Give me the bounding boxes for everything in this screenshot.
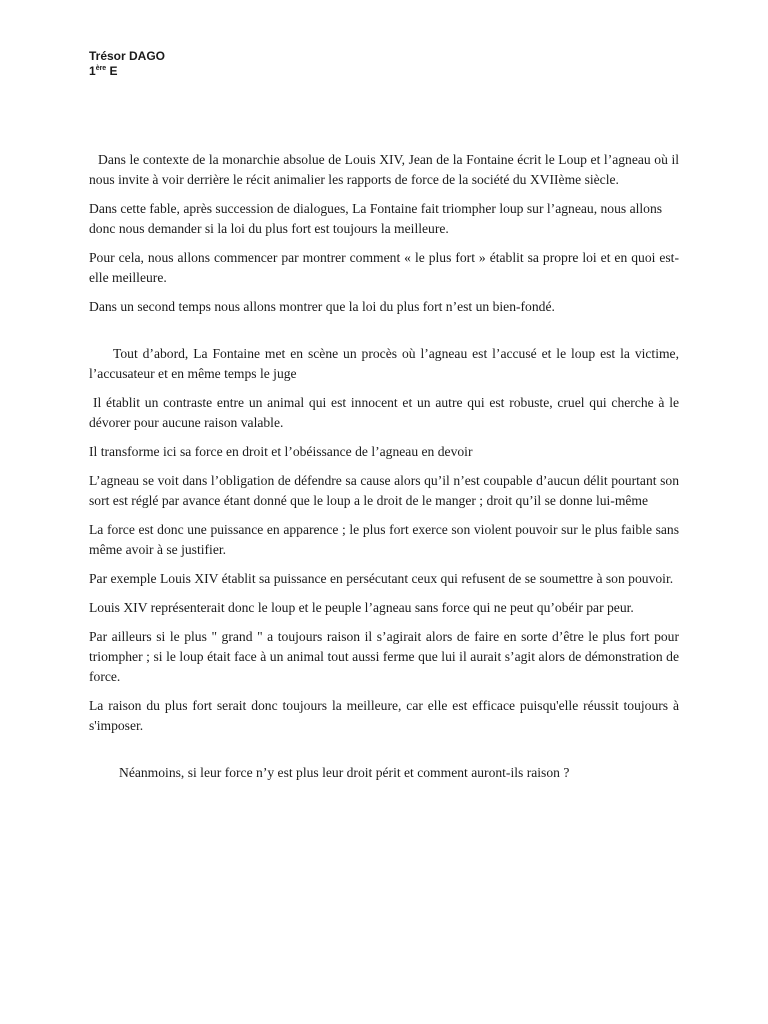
body-paragraph: La raison du plus fort serait donc toujours la meilleure, car elle est efficace puisqu'elle réussit toujours à s'imposer. [89,698,679,733]
intro-paragraph: Dans le contexte de la monarchie absolue de Louis XIV, Jean de la Fontaine écrit le Loup et l’agneau où il nous invite à voir derrière le récit animalier les rapports de force de la société du XVIIème siècle. [89,152,679,187]
class-label [89,64,165,79]
plan-paragraph-1: Pour cela, nous allons commencer par montrer comment « le plus fort » établit sa propre loi et en quoi est-elle meilleure. [89,250,679,285]
author-name: Trésor DAGO [89,49,166,63]
body-paragraph: Il transforme ici sa force en droit et l’obéissance de l’agneau en devoir [89,444,473,459]
body-paragraph: Par ailleurs si le plus " grand " a toujours raison il s’agirait alors de faire en sorte d’être le plus fort pour triompher ; si le loup était face à un animal tout aussi ferme que lui il aurait s’agit alors de démonstration de force. [89,629,679,684]
body-paragraph: Par exemple Louis XIV établit sa puissance en persécutant ceux qui refusent de se soumettre à son pouvoir. [89,571,674,586]
class-suffix: ère [95,65,107,72]
class-letter: E [106,64,118,78]
transition-paragraph: Néanmoins, si leur force n’y est plus leur droit périt et comment auront-ils raison ? [119,765,570,780]
body-paragraph: La force est donc une puissance en apparence ; le plus fort exerce son violent pouvoir sur le plus faible sans même avoir à se justifier. [89,522,679,557]
problematic-paragraph: Dans cette fable, après succession de dialogues, La Fontaine fait triompher loup sur l’agneau, nous allons donc nous demander si la loi du plus fort est toujours la meilleure. [89,201,663,236]
body-paragraph: L’agneau se voit dans l’obligation de défendre sa cause alors qu’il n’est coupable d’aucun délit pourtant son sort est réglé par avance étant donné que le loup a le droit de le manger ; droit qu’il se donne lui-même [89,473,679,508]
body-paragraph: Louis XIV représenterait donc le loup et le peuple l’agneau sans force qui ne peut qu’obéir par peur. [89,600,634,615]
body-paragraph: Il établit un contraste entre un animal qui est innocent et un autre qui est robuste, cruel qui cherche à le dévorer pour aucune raison valable. [89,395,679,430]
class-number: 1 [89,64,96,78]
document-header [89,49,165,79]
plan-paragraph-2: Dans un second temps nous allons montrer que la loi du plus fort n’est un bien-fondé. [89,299,555,314]
body-paragraph: Tout d’abord, La Fontaine met en scène un procès où l’agneau est l’accusé et le loup est la victime, l’accusateur et en même temps le juge [89,346,679,381]
document-body [89,150,679,792]
